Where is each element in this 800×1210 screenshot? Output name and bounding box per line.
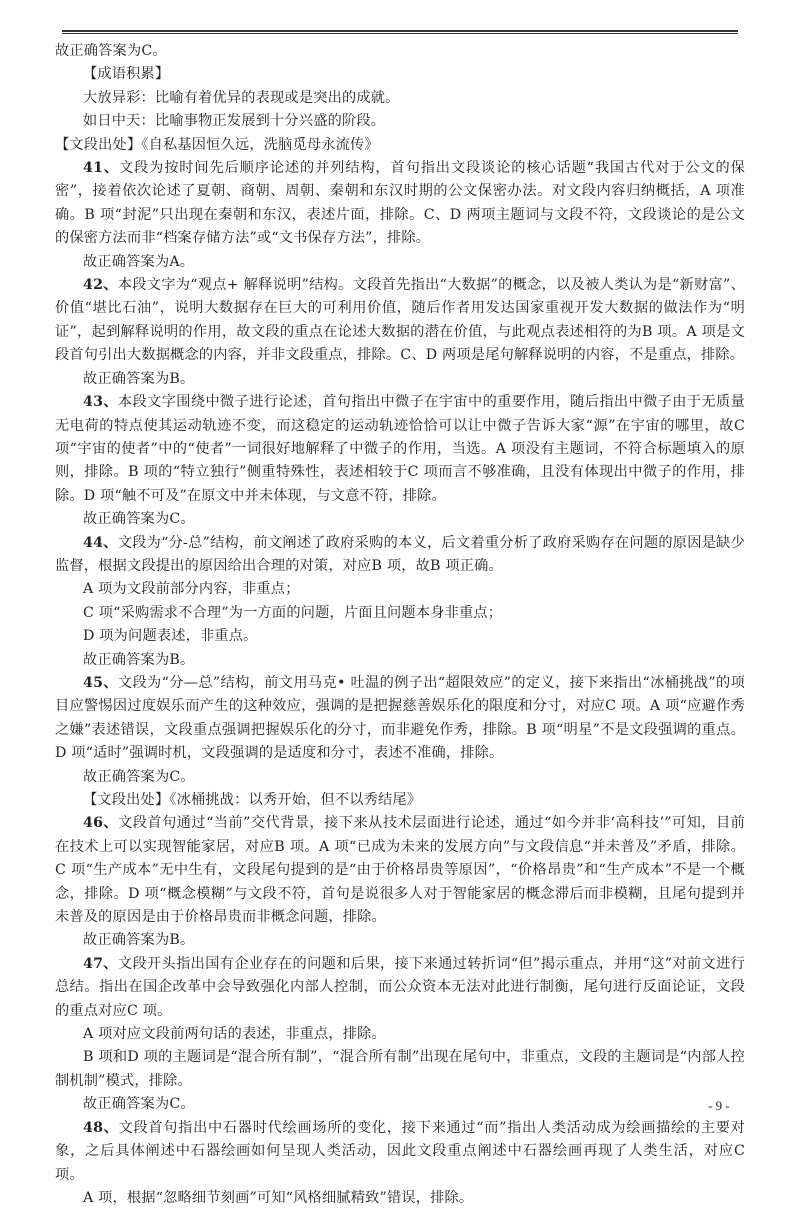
paragraph-text: 故正确答案为B。 bbox=[83, 651, 195, 668]
paragraph bbox=[55, 649, 745, 672]
paragraph-text: 文段开头指出国有企业存在的问题和后果，接下来通过转折词“但”揭示重点，并用“这”对前文进行总结。指出在国企改革中会导致强化内部人控制，而公众资本无法对此进行制衡，尾句进行反面论证，文段的重点对应C 项。 bbox=[55, 955, 746, 1019]
paragraph-text: A 项，根据“忽略细节刻画”可知“风格细腻精致”错误，排除。 bbox=[83, 1189, 474, 1206]
paragraph bbox=[55, 508, 745, 531]
paragraph bbox=[55, 63, 745, 86]
paragraph bbox=[55, 1187, 745, 1210]
paragraph-text: 【成语积累】 bbox=[83, 66, 170, 83]
paragraph-text: 故正确答案为C。 bbox=[83, 511, 195, 528]
paragraph-text: 大放异彩：比喻有着优异的表现或是突出的成就。 bbox=[83, 89, 400, 106]
page-number: - 9 - bbox=[708, 1098, 730, 1113]
paragraph-text: A 项为文段前部分内容，非重点； bbox=[83, 581, 300, 598]
answer-explanation-paragraph bbox=[55, 812, 745, 929]
paragraph bbox=[55, 1093, 745, 1116]
paragraph-text: 故正确答案为C。 bbox=[83, 768, 195, 785]
question-number: 48、 bbox=[83, 1119, 119, 1136]
paragraph bbox=[55, 368, 745, 391]
document-body bbox=[55, 40, 745, 1210]
paragraph-text: 文段为“分-总”结构，前文阐述了政府采购的本义，后文着重分析了政府采购存在问题的原因是缺少监督，根据文段提出的原因给出合理的对策，对应B 项，故B 项正确。 bbox=[55, 534, 746, 574]
paragraph-text: 文段首句指出中石器时代绘画场所的变化，接下来通过“而”指出人类活动成为绘画描绘的主要对象，之后具体阐述中石器绘画如何呈现人类活动，因此文段重点阐述中石器绘画再现了人类生活，对应C 项。 bbox=[55, 1119, 746, 1183]
answer-explanation-paragraph bbox=[55, 953, 745, 1023]
paragraph bbox=[55, 251, 745, 274]
paragraph bbox=[55, 929, 745, 952]
paragraph-text: 【文段出处】《自私基因恒久远，洗脑觅母永流传》 bbox=[55, 136, 379, 153]
paragraph-text: 本段文字为“观点+ 解释说明”结构。文段首先指出“大数据”的概念，以及被人类认为是“新财富”、价值“堪比石油”，说明大数据存在巨大的可利用价值，随后作者用发达国家重视开发大数据的做法作为“明证”，起到解释说明的作用，故文段的重点在论述大数据的潜在价值，与此观点表述相符的为B 项。A 项是文段首句引出大数据概念的内容，并非文段重点，排除。C、D 两项是尾句解释说明的内容，不是重点，排除。 bbox=[55, 277, 746, 364]
header-rule bbox=[62, 30, 738, 34]
question-number: 46、 bbox=[83, 815, 119, 832]
paragraph-text: 故正确答案为B。 bbox=[83, 370, 195, 387]
paragraph-text: C 项“采购需求不合理”为一方面的问题，片面且问题本身非重点； bbox=[83, 604, 503, 621]
question-number: 44、 bbox=[83, 534, 118, 551]
paragraph bbox=[55, 110, 745, 133]
answer-explanation-paragraph bbox=[55, 157, 745, 251]
paragraph-text: A 项对应文段前两句话的表述，非重点，排除。 bbox=[83, 1026, 386, 1043]
paragraph-text: 【文段出处】《冰桶挑战：以秀开始，但不以秀结尾》 bbox=[83, 792, 422, 808]
answer-explanation-paragraph bbox=[55, 1117, 745, 1187]
paragraph bbox=[55, 134, 745, 157]
answer-explanation-paragraph bbox=[55, 391, 745, 508]
question-number: 45、 bbox=[83, 674, 118, 691]
paragraph-text: 故正确答案为C。 bbox=[83, 1096, 195, 1113]
question-number: 43、 bbox=[83, 394, 118, 411]
paragraph-text: B 项和D 项的主题词是“混合所有制”，“混合所有制”出现在尾句中，非重点，文段的主题词是“内部人控制机制”模式，排除。 bbox=[55, 1049, 745, 1089]
paragraph-text: 文段为“分—总”结构，前文用马克• 吐温的例子出“超限效应”的定义，接下来指出“冰桶挑战”的项目应警惕因过度娱乐而产生的这种效应，强调的是把握慈善娱乐化的限度和分寸，对应C 项。A 项“应避作秀之嫌”表述错误，文段重点强调把握娱乐化的分寸，而非避免作秀，排除。B 项“明星”不是文段强调的重点。D 项“适时”强调时机，文段强调的是适度和分寸，表述不准确，排除。 bbox=[55, 674, 745, 762]
question-number: 42、 bbox=[83, 277, 118, 294]
paragraph-text: 如日中天：比喻事物正发展到十分兴盛的阶段。 bbox=[83, 113, 386, 130]
paragraph bbox=[55, 578, 745, 601]
paragraph bbox=[55, 1046, 745, 1093]
paragraph-text: 故正确答案为C。 bbox=[55, 43, 167, 59]
paragraph bbox=[55, 625, 745, 648]
paragraph-text: D 项为问题表述，非重点。 bbox=[83, 628, 258, 645]
paragraph bbox=[55, 87, 745, 110]
paragraph bbox=[55, 766, 745, 789]
question-number: 47、 bbox=[83, 955, 118, 972]
answer-explanation-paragraph bbox=[55, 672, 745, 766]
paragraph-text: 文段为按时间先后顺序论述的并列结构，首句指出文段谈论的核心话题“我国古代对于公文的保密”，接着依次论述了夏朝、商朝、周朝、秦朝和东汉时期的公文保密办法。对文段内容归纳概括，A 项准确。B 项“封泥”只出现在秦朝和东汉，表述片面，排除。C、D 两项主题词与文段不符，文段谈论的是公文的保密方法而非“档案存储方法”或“文书保存方法”，排除。 bbox=[55, 160, 746, 247]
paragraph-text: 本段文字围绕中微子进行论述，首句指出中微子在宇宙中的重要作用，随后指出中微子由于无质量无电荷的特点使其运动轨迹不变，而这稳定的运动轨迹恰恰可以让中微子告诉大家“源”在宇宙的哪里，故C 项“宇宙的使者”中的“使者”一词很好地解释了中微子的作用，当选。A 项没有主题词，不符合标题填入的原则，排除。B 项的“特立独行”侧重特殊性，表述相较于C 项而言不够准确，且没有体现出中微子的作用，排除。D 项“触不可及”在原文中并未体现，与文意不符，排除。 bbox=[55, 394, 746, 504]
answer-explanation-paragraph bbox=[55, 274, 745, 368]
paragraph bbox=[55, 40, 745, 63]
paragraph-text: 文段首句通过“当前”交代背景，接下来从技术层面进行论述，通过“如今并非‘高科技’”可知，目前在技术上可以实现智能家居，对应B 项。A 项“已成为未来的发展方向”与文段信息“并未普及”矛盾，排除。C 项“生产成本”无中生有，文段尾句提到的是“由于价格昂贵等原因”，“价格昂贵”和“生产成本”不是一个概念，排除。D 项“概念模糊”与文段不符，首句是说很多人对于智能家居的概念滞后而非模糊，且尾句提到并未普及的原因是由于价格昂贵而非概念问题，排除。 bbox=[55, 815, 745, 926]
question-number: 41、 bbox=[83, 160, 119, 177]
paragraph-text: 故正确答案为B。 bbox=[83, 932, 195, 949]
paragraph bbox=[55, 602, 745, 625]
answer-explanation-paragraph bbox=[55, 532, 745, 579]
paragraph-text: 故正确答案为A。 bbox=[83, 253, 195, 270]
paragraph bbox=[55, 789, 745, 812]
paragraph bbox=[55, 1023, 745, 1046]
